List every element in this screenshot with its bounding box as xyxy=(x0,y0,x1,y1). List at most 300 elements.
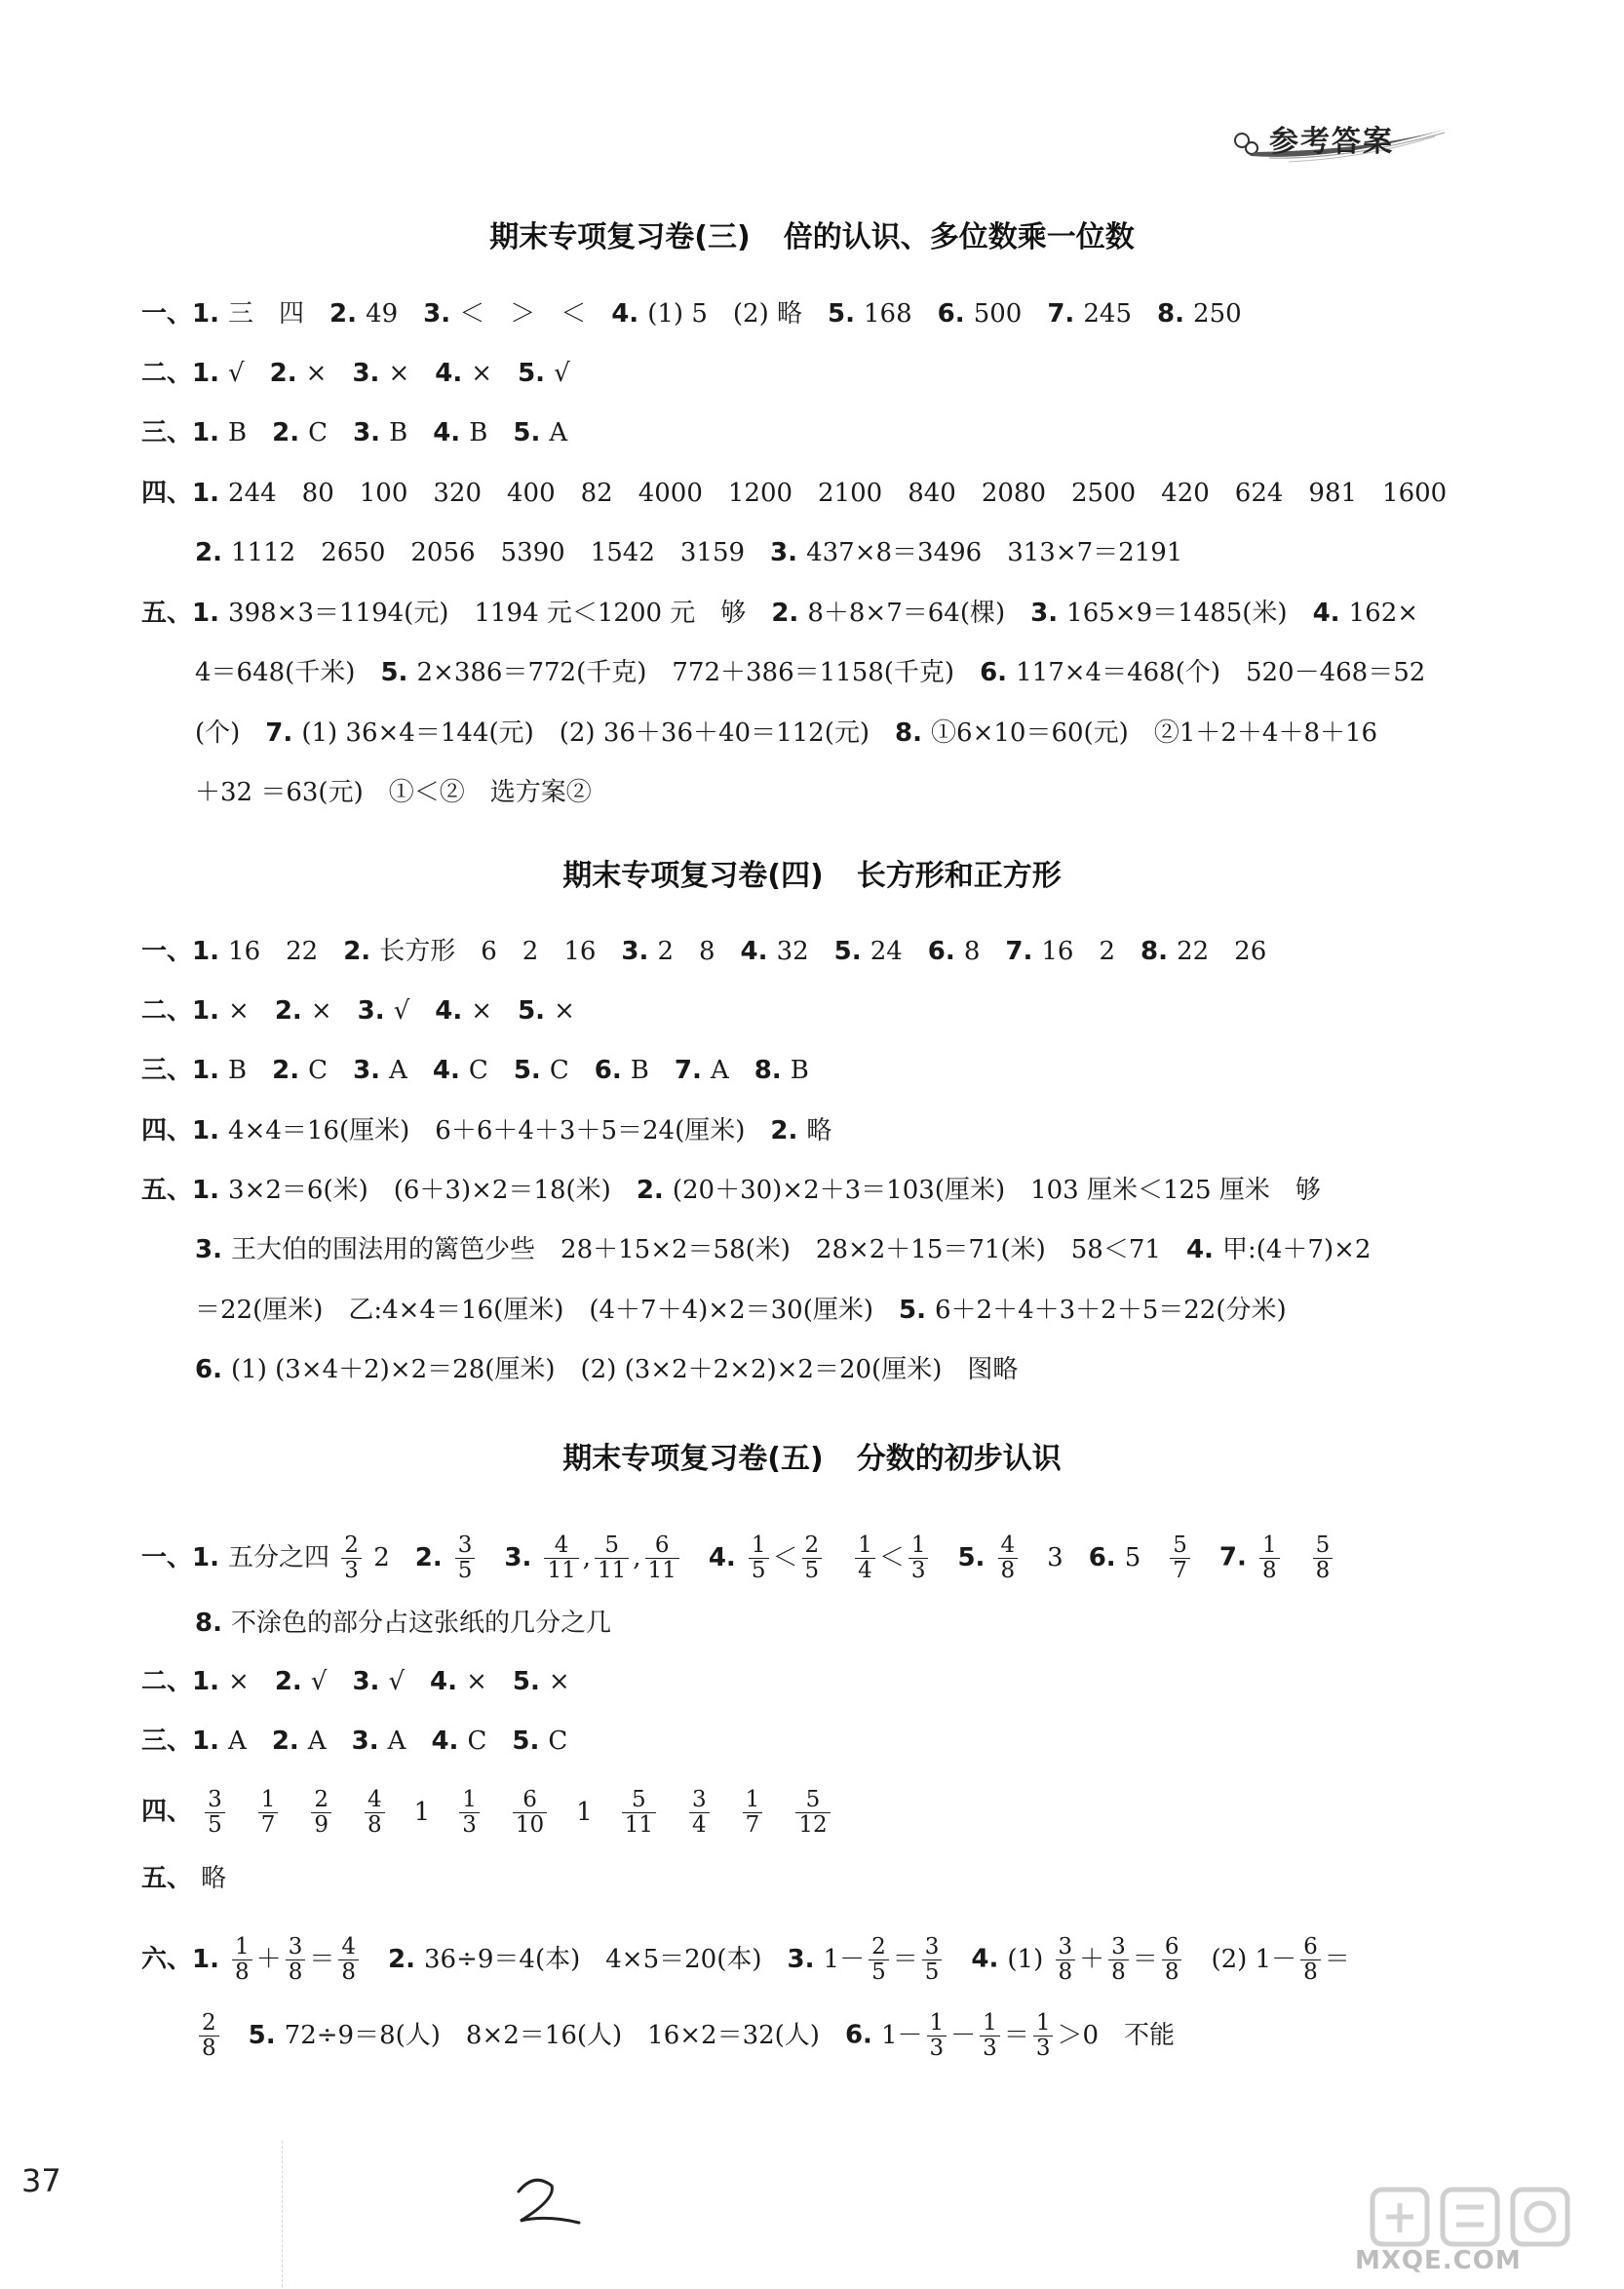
answer-item xyxy=(1030,599,1287,628)
fraction: $\frac{1}{3}$ xyxy=(459,1788,480,1838)
question-number: 4. xyxy=(708,1542,745,1572)
answer-text: 4＝648(千米) xyxy=(195,658,356,687)
answer-text: 49 xyxy=(366,299,399,329)
question-number: 3. xyxy=(357,996,394,1026)
question-number: 2. xyxy=(272,418,309,447)
fraction: $\frac{4}{8}$ xyxy=(998,1533,1019,1583)
answer-text: B xyxy=(790,1056,809,1085)
question-number: 5. xyxy=(518,996,555,1026)
answer-item xyxy=(265,718,870,748)
answer-item xyxy=(708,1532,933,1583)
answer-item xyxy=(423,299,586,329)
fraction: $\frac{6}{8}$ xyxy=(1300,1935,1321,1985)
answer-item xyxy=(504,1532,682,1583)
answer-text: 略 xyxy=(806,1116,832,1145)
question-number: 4. xyxy=(435,359,472,388)
answer-text: √ xyxy=(310,1667,328,1696)
answer-text: × xyxy=(471,996,493,1026)
question-number: 8. xyxy=(754,1056,791,1085)
answer-text: 3×2＝6(米) (6＋3)×2＝18(米) xyxy=(228,1176,611,1205)
answer-text: √ xyxy=(388,1667,406,1696)
question-number: 四、 xyxy=(141,1797,202,1827)
fraction: $\frac{6}{11}$ xyxy=(645,1533,679,1583)
answer-text: √ xyxy=(554,359,570,388)
answer-text: × xyxy=(548,1667,570,1696)
answer-text: (20＋30)×2＋3＝103(厘米) 103 厘米＜125 厘米 够 xyxy=(672,1176,1321,1205)
answer-item xyxy=(141,1176,611,1205)
answer-text: ①6×10＝60(元) ②1＋2＋4＋8＋16 xyxy=(931,718,1378,748)
answer-text: √ xyxy=(393,996,410,1026)
answer-text: (1) $\frac{3}{8}$ ＋ $\frac{3}{8}$ ＝ $\frac{6}{8}$ (2) 1－ $\frac{6}{8}$ ＝ xyxy=(1007,1934,1350,1985)
answer-item xyxy=(435,359,492,388)
fraction: $\frac{1}{4}$ xyxy=(855,1533,875,1583)
answer-text: 王大伯的围法用的篱笆少些 28＋15×2＝58(米) 28×2＋15＝71(米) 58＜71 xyxy=(231,1235,1161,1264)
answer-line xyxy=(141,1051,809,1090)
fraction: $\frac{1}{8}$ xyxy=(1259,1533,1280,1583)
answer-text: 6＋2＋4＋3＋2＋5＝22(分米) xyxy=(935,1296,1287,1325)
answer-item xyxy=(895,718,1377,748)
answer-text: 24 xyxy=(870,937,903,966)
answer-item xyxy=(195,658,355,687)
answer-item xyxy=(433,1056,488,1085)
answer-text: 三 四 xyxy=(228,299,305,329)
answer-item xyxy=(195,2010,223,2061)
answer-text: 1－ $\frac{1}{3}$ － $\frac{1}{3}$ ＝ $\frac{1}{3}$ ＞0 不能 xyxy=(880,2010,1176,2061)
question-number: 3. xyxy=(195,1235,232,1264)
answer-item xyxy=(595,1056,649,1085)
answer-item xyxy=(1157,299,1242,329)
question-number: 4. xyxy=(432,1056,469,1085)
badge-label: 参考答案 xyxy=(1269,125,1394,159)
answer-text: 398×3＝1194(元) 1194 元＜1200 元 够 xyxy=(228,599,747,628)
question-number: 2. xyxy=(636,1176,673,1205)
answer-item xyxy=(195,1296,873,1325)
answer-text: 36÷9＝4(本) 4×5＝20(本) xyxy=(424,1944,762,1974)
answer-item xyxy=(141,1056,247,1085)
answer-text: 72÷9＝8(人) 8×2＝16(人) 16×2＝32(人) xyxy=(284,2020,820,2050)
answer-line xyxy=(141,354,570,393)
answer-item xyxy=(1088,1532,1194,1583)
answer-line xyxy=(195,1604,611,1643)
answer-text xyxy=(451,1532,480,1583)
question-number: 2. xyxy=(274,1667,311,1696)
answer-text: 长方形 6 2 16 xyxy=(379,937,597,966)
answer-text: $\frac{1}{8}$ ＋ $\frac{3}{8}$ ＝ $\frac{4}{8}$ xyxy=(228,1945,363,1974)
answer-text: 16 2 xyxy=(1041,937,1116,966)
answer-text: 甲:(4＋7)×2 xyxy=(1221,1235,1372,1264)
question-number: 5. xyxy=(513,418,550,447)
answer-item xyxy=(971,1934,1350,1985)
answer-line xyxy=(141,474,1447,513)
question-number: 四、1. xyxy=(141,479,229,508)
question-number: 3. xyxy=(423,299,460,329)
answer-text xyxy=(195,2010,223,2061)
answer-text: $\frac{4}{11}$ , $\frac{5}{11}$ , $\frac{6}{11}$ xyxy=(540,1543,682,1572)
question-number: 五、1. xyxy=(141,599,229,628)
answer-item xyxy=(414,1532,480,1583)
question-number: 4. xyxy=(430,1667,467,1696)
answer-item xyxy=(272,1056,328,1085)
answer-text: C xyxy=(468,1056,488,1085)
answer-line xyxy=(141,294,1242,333)
answer-text: 2×386＝772(千克) 772＋386＝1158(千克) xyxy=(416,658,955,687)
answer-item xyxy=(770,1116,831,1145)
answer-item xyxy=(928,937,981,966)
fraction: $\frac{2}{9}$ xyxy=(311,1788,331,1838)
fraction: $\frac{3}{4}$ xyxy=(689,1788,710,1838)
answer-item xyxy=(329,299,398,329)
question-number: 二、1. xyxy=(141,996,229,1026)
question-number: 2. xyxy=(272,1056,309,1085)
answer-item xyxy=(621,937,715,966)
answer-item xyxy=(675,1056,729,1085)
question-number: 7. xyxy=(265,718,302,748)
answer-item xyxy=(771,599,1005,628)
question-number: 5. xyxy=(513,1056,550,1085)
section-title xyxy=(0,213,1624,255)
answer-item xyxy=(433,418,487,447)
answer-text: 五分之四 $\frac{2}{3}$ 2 xyxy=(228,1532,390,1583)
fraction: $\frac{6}{8}$ xyxy=(1162,1935,1182,1985)
question-number: 3. xyxy=(787,1944,824,1974)
answer-item xyxy=(787,1934,947,1985)
question-number: 7. xyxy=(674,1056,711,1085)
question-number: 3. xyxy=(353,1056,390,1085)
question-number: 5. xyxy=(380,658,417,687)
answer-text: (1) (3×4＋2)×2＝28(厘米) (2) (3×2＋2×2)×2＝20(厘米) 图略 xyxy=(231,1355,1019,1384)
answer-item xyxy=(353,1056,407,1085)
fraction: $\frac{1}{3}$ xyxy=(909,1533,929,1583)
answer-text: 168 xyxy=(864,299,912,329)
answer-text: 437×8＝3496 313×7＝2191 xyxy=(806,538,1183,567)
answer-text: $\frac{3}{5}$ $\frac{1}{7}$ $\frac{2}{9}$ $\frac{4}{8}$ 1 $\frac{1}{3}$ $\frac{6}{10}$ 1 $\frac{5}{11}$ $\frac{3}{4}$ $\frac{1}{7}$ $\frac{5}{12}$ xyxy=(201,1798,834,1827)
answer-text: 244 80 100 320 400 82 4000 1200 2100 840 2080 2500 420 624 981 1600 xyxy=(228,479,1448,508)
answer-text: 245 xyxy=(1083,299,1132,329)
section-title-topic: 长方形和正方形 xyxy=(856,859,1062,893)
answer-item xyxy=(270,359,328,388)
question-number: 一、1. xyxy=(141,937,229,966)
answer-text: A xyxy=(549,418,568,447)
section-title xyxy=(0,1434,1624,1477)
answer-text: 不涂色的部分占这张纸的几分之几 xyxy=(231,1609,612,1638)
answer-item xyxy=(275,996,332,1026)
answer-text: A xyxy=(710,1056,729,1085)
answer-text: 22 26 xyxy=(1177,937,1267,966)
answer-line xyxy=(141,413,567,452)
fraction: $\frac{2}{8}$ xyxy=(199,2011,219,2061)
answer-item xyxy=(980,658,1425,687)
answer-text: × xyxy=(554,996,575,1026)
answer-text: × xyxy=(388,359,410,388)
answer-item xyxy=(513,418,567,447)
answer-line xyxy=(195,714,1377,753)
answer-text: B xyxy=(228,418,248,447)
answer-item xyxy=(358,996,410,1026)
question-number: 5. xyxy=(512,1726,549,1756)
answer-item xyxy=(195,538,745,567)
answer-item xyxy=(141,937,318,966)
answer-text: B xyxy=(630,1056,649,1085)
answer-text: C xyxy=(467,1726,487,1756)
answer-text: 32 xyxy=(776,937,809,966)
answer-text: A xyxy=(228,1726,247,1756)
fraction: $\frac{1}{8}$ xyxy=(232,1935,252,1985)
answer-item xyxy=(272,1726,327,1756)
question-number: 3. xyxy=(352,1667,389,1696)
answer-text: 略 xyxy=(201,1864,227,1893)
answer-text: C xyxy=(308,418,329,447)
question-number: 二、1. xyxy=(141,359,229,388)
question-number: 4. xyxy=(435,996,472,1026)
answer-text: ＜ ＞ ＜ xyxy=(459,299,587,329)
answer-item xyxy=(611,299,802,329)
fraction: $\frac{4}{8}$ xyxy=(365,1788,385,1838)
watermark-text: MXQE.COM xyxy=(1355,2246,1522,2275)
question-number: 3. xyxy=(352,359,389,388)
question-number: 2. xyxy=(343,937,380,966)
fraction: $\frac{1}{7}$ xyxy=(743,1788,763,1838)
watermark-logo-icon xyxy=(1349,2184,1612,2252)
answer-line xyxy=(141,594,1418,633)
answer-item xyxy=(352,359,409,388)
question-number: 3. xyxy=(770,538,807,567)
answer-text: 5 $\frac{5}{7}$ xyxy=(1125,1543,1194,1572)
fraction: $\frac{3}{8}$ xyxy=(286,1935,306,1985)
answer-line xyxy=(141,1171,1321,1210)
answer-text: (1) 36×4＝144(元) (2) 36＋36＋40＝112(元) xyxy=(301,718,870,748)
answer-text: (个) xyxy=(195,718,241,748)
answer-item xyxy=(431,1726,486,1756)
answer-text: × xyxy=(471,359,493,388)
answer-text: B xyxy=(228,1056,248,1085)
question-number: 3. xyxy=(621,937,658,966)
answer-text: $\frac{1}{5}$ ＜ $\frac{2}{5}$ $\frac{1}{4}$ ＜ $\frac{1}{3}$ xyxy=(745,1543,933,1572)
answer-item xyxy=(844,2010,1176,2061)
question-number: 6. xyxy=(937,299,974,329)
question-number: 6. xyxy=(1088,1542,1125,1572)
question-number: 2. xyxy=(387,1944,425,1974)
answer-item xyxy=(141,1532,390,1583)
question-number: 7. xyxy=(1005,937,1042,966)
answer-line xyxy=(195,773,592,812)
answer-item xyxy=(141,299,304,329)
fraction: $\frac{3}{8}$ xyxy=(1056,1935,1076,1985)
answer-item xyxy=(195,778,592,807)
section-title-name: 期末专项复习卷(五) xyxy=(562,1442,824,1476)
answer-item xyxy=(1218,1532,1336,1583)
answer-item xyxy=(141,479,1447,508)
fraction: $\frac{3}{5}$ xyxy=(922,1935,943,1985)
answer-item xyxy=(741,937,809,966)
question-number: 3. xyxy=(504,1542,541,1572)
answer-item xyxy=(343,937,596,966)
answer-item xyxy=(195,1609,611,1638)
answer-text: ＝22(厘米) 乙:4×4＝16(厘米) (4＋7＋4)×2＝30(厘米) xyxy=(195,1296,873,1325)
question-number: 6. xyxy=(594,1056,631,1085)
answer-item xyxy=(1005,937,1115,966)
answer-line xyxy=(141,1111,831,1150)
answer-item xyxy=(352,1726,406,1756)
question-number: 2. xyxy=(195,538,232,567)
answer-item xyxy=(141,1667,250,1696)
answer-line xyxy=(141,1859,226,1898)
reference-answers-badge xyxy=(1230,113,1454,172)
question-number: 3. xyxy=(351,1726,388,1756)
answer-text: 8＋8×7＝64(棵) xyxy=(807,599,1006,628)
fraction: $\frac{1}{5}$ xyxy=(749,1533,769,1583)
section-title-topic: 倍的认识、多位数乘一位数 xyxy=(783,220,1135,254)
answer-line xyxy=(195,1291,1287,1330)
fraction: $\frac{1}{3}$ xyxy=(927,2011,947,2061)
fraction: $\frac{5}{11}$ xyxy=(622,1788,656,1838)
answer-item xyxy=(388,1945,762,1974)
question-number: 6. xyxy=(980,658,1017,687)
question-number: 五、1. xyxy=(141,1176,229,1205)
answer-text: × xyxy=(305,359,328,388)
question-number: 6. xyxy=(844,2020,881,2050)
answer-line xyxy=(141,1788,834,1838)
answer-text: 162× xyxy=(1348,599,1419,628)
question-number: 一、1. xyxy=(141,1542,229,1572)
question-number: 8. xyxy=(895,718,932,748)
question-number: 3. xyxy=(1030,599,1067,628)
fraction: $\frac{1}{7}$ xyxy=(258,1788,279,1838)
answer-text: × xyxy=(228,996,250,1026)
answer-item xyxy=(141,1726,247,1756)
question-number: 6. xyxy=(195,1355,232,1384)
answer-text: 2 8 xyxy=(657,937,715,966)
answer-item xyxy=(518,996,575,1026)
fraction: $\frac{3}{5}$ xyxy=(455,1533,476,1583)
answer-text: B xyxy=(389,418,408,447)
question-number: 5. xyxy=(518,359,555,388)
question-number: 2. xyxy=(329,299,367,329)
answer-text: × xyxy=(228,1667,250,1696)
question-number: 7. xyxy=(1047,299,1084,329)
answer-text: $\frac{4}{8}$ 3 xyxy=(994,1543,1063,1572)
answer-line xyxy=(141,932,1266,971)
answer-text: 4×4＝16(厘米) 6＋6＋4＋3＋5＝24(厘米) xyxy=(228,1116,746,1145)
answer-text: 165×9＝1485(米) xyxy=(1066,599,1288,628)
answer-item xyxy=(195,1355,1018,1384)
answer-line xyxy=(195,533,1182,572)
fraction: $\frac{5}{12}$ xyxy=(795,1788,830,1838)
question-number: 5. xyxy=(833,937,870,966)
question-number: 4. xyxy=(433,418,470,447)
watermark xyxy=(1349,2184,1612,2281)
answer-item xyxy=(637,1176,1321,1205)
question-number: 5. xyxy=(512,1667,549,1696)
answer-item xyxy=(141,1116,745,1145)
fraction: $\frac{3}{5}$ xyxy=(205,1788,225,1838)
answer-item xyxy=(141,1787,834,1838)
question-number: 一、1. xyxy=(141,299,229,329)
question-number: 8. xyxy=(1157,299,1194,329)
answer-text: A xyxy=(389,1056,407,1085)
answer-text: A xyxy=(387,1726,406,1756)
fraction: $\frac{5}{11}$ xyxy=(595,1533,629,1583)
answer-item xyxy=(938,299,1023,329)
answer-text: × xyxy=(466,1667,487,1696)
answer-item xyxy=(834,937,903,966)
answer-item xyxy=(195,718,240,748)
answer-item xyxy=(518,359,570,388)
fraction: $\frac{2}{5}$ xyxy=(869,1935,889,1985)
question-number: 4. xyxy=(611,299,648,329)
fraction: $\frac{5}{8}$ xyxy=(1313,1533,1334,1583)
answer-line xyxy=(141,1662,570,1701)
answer-item xyxy=(435,996,492,1026)
answer-item xyxy=(513,1667,570,1696)
question-number: 4. xyxy=(971,1944,1008,1974)
question-number: 二、1. xyxy=(141,1667,229,1696)
answer-text: ＋32 ＝63(元) ①＜② 选方案② xyxy=(195,778,592,807)
question-number: 5. xyxy=(827,299,865,329)
question-number: 4. xyxy=(1312,599,1349,628)
answer-item xyxy=(141,359,245,388)
page-number: 37 xyxy=(21,2162,61,2199)
question-number: 六、1. xyxy=(141,1944,229,1974)
question-number: 五、 xyxy=(141,1864,202,1893)
answer-item xyxy=(353,418,407,447)
answer-text: 250 xyxy=(1193,299,1242,329)
question-number: 三、1. xyxy=(141,1056,229,1085)
answer-text: A xyxy=(307,1726,327,1756)
question-number: 5. xyxy=(898,1296,936,1325)
answer-item xyxy=(899,1296,1287,1325)
question-number: 2. xyxy=(771,599,808,628)
answer-text: 1112 2650 2056 5390 1542 3159 xyxy=(231,538,746,567)
question-number: 2. xyxy=(414,1542,451,1572)
answer-item xyxy=(352,1667,405,1696)
answer-line xyxy=(195,2011,1175,2061)
answer-item xyxy=(1186,1235,1372,1264)
fraction: $\frac{2}{5}$ xyxy=(802,1533,823,1583)
answer-item xyxy=(195,1235,1161,1264)
answer-item xyxy=(141,418,247,447)
question-number: 2. xyxy=(269,359,306,388)
question-number: 2. xyxy=(271,1726,308,1756)
question-number: 6. xyxy=(927,937,964,966)
section-title xyxy=(0,851,1624,894)
section-title-name: 期末专项复习卷(三) xyxy=(489,220,751,254)
answer-text: 500 xyxy=(973,299,1023,329)
answer-text: 1－ $\frac{2}{5}$ ＝ $\frac{3}{5}$ xyxy=(824,1945,947,1974)
question-number: 2. xyxy=(274,996,311,1026)
answer-text: √ xyxy=(228,359,245,388)
question-number: 三、1. xyxy=(141,1726,229,1756)
answer-text: C xyxy=(308,1056,329,1085)
answer-text: C xyxy=(548,1726,568,1756)
question-number: 4. xyxy=(431,1726,468,1756)
answer-text: B xyxy=(469,418,488,447)
fraction: $\frac{5}{7}$ xyxy=(1170,1533,1190,1583)
answer-line xyxy=(195,1230,1371,1269)
question-number: 8. xyxy=(195,1609,232,1638)
question-number: 4. xyxy=(740,937,777,966)
fraction: $\frac{2}{3}$ xyxy=(341,1533,362,1583)
answer-item xyxy=(1141,937,1266,966)
answer-line xyxy=(141,991,575,1030)
answer-item xyxy=(770,538,1182,567)
answer-text: × xyxy=(310,996,332,1026)
question-number: 5. xyxy=(957,1542,994,1572)
answer-item xyxy=(249,2021,820,2050)
fraction: $\frac{4}{8}$ xyxy=(338,1935,359,1985)
section-title-topic: 分数的初步认识 xyxy=(856,1442,1062,1476)
question-number: 2. xyxy=(770,1116,807,1145)
answer-text: (1) 5 (2) 略 xyxy=(647,299,802,329)
